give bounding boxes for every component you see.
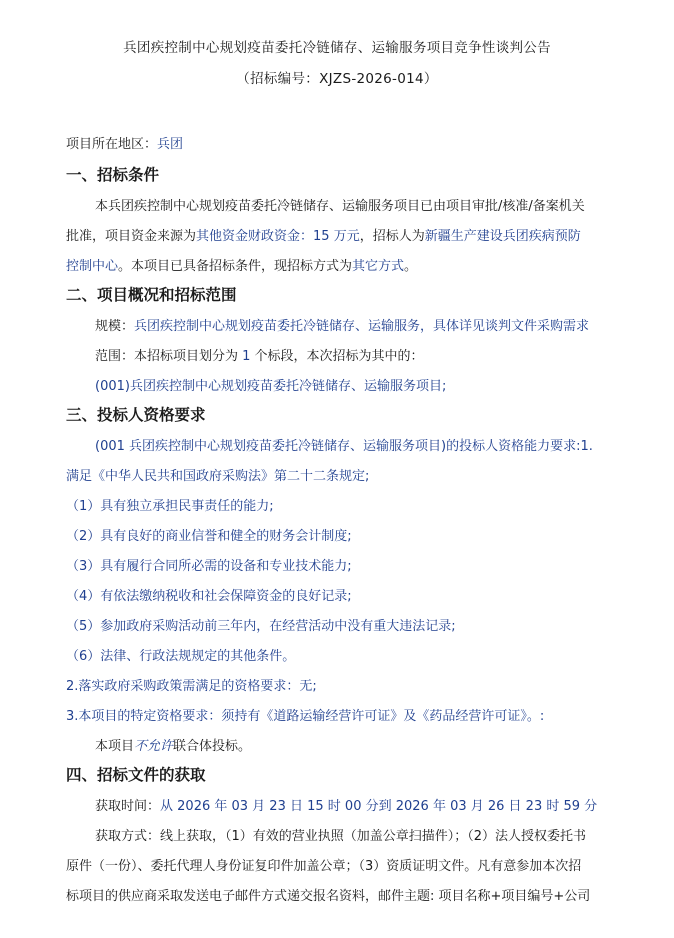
tenderer-name-cont: 控制中心 bbox=[66, 259, 119, 274]
lot-item: (001)兵团疾控制中心规划疫苗委托冷链储存、运输服务项目; bbox=[95, 379, 447, 394]
scale-line bbox=[95, 320, 589, 333]
policy-requirement: 2.落实政府采购政策需满足的资格要求：无; bbox=[66, 679, 317, 694]
obtain-time-line bbox=[95, 800, 597, 813]
text-fragment: 本项目 bbox=[95, 739, 135, 754]
section-4-heading: 四、招标文件的获取 bbox=[66, 766, 206, 784]
text-fragment: 。本项目已具备招标条件，现招标方式为 bbox=[118, 259, 353, 274]
range-line bbox=[95, 350, 424, 363]
region-line bbox=[66, 138, 183, 151]
qualification-item: （6）法律、行政法规规定的其他条件。 bbox=[66, 649, 296, 664]
text-fragment: 范围：本招标项目划分为 bbox=[95, 349, 243, 364]
tender-number: （招标编号：XJZS-2026-014） bbox=[236, 71, 438, 87]
section-2-heading: 二、项目概况和招标范围 bbox=[66, 286, 237, 304]
tenderer-name: 新疆生产建设兵团疾病预防 bbox=[424, 229, 581, 244]
section-1-heading: 一、招标条件 bbox=[66, 166, 160, 184]
qualification-item: （2）具有良好的商业信誉和健全的财务会计制度; bbox=[66, 529, 352, 544]
text-fragment: 个标段，本次招标为其中的： bbox=[250, 349, 424, 364]
region-label: 项目所在地区： bbox=[66, 137, 158, 152]
joint-bid-line bbox=[95, 740, 251, 753]
region-value: 兵团 bbox=[157, 137, 184, 152]
qualification-intro-2: 满足《中华人民共和国政府采购法》第二十二条规定; bbox=[66, 469, 370, 484]
page-title: 兵团疾控制中心规划疫苗委托冷链储存、运输服务项目竞争性谈判公告 bbox=[123, 40, 551, 56]
text-fragment: 批准，项目资金来源为 bbox=[66, 229, 197, 244]
joint-bid-status: 不允许 bbox=[134, 739, 174, 754]
qualification-item: （5）参加政府采购活动前三年内，在经营活动中没有重大违法记录; bbox=[66, 619, 456, 634]
qualification-intro-1: (001 兵团疾控制中心规划疫苗委托冷链储存、运输服务项目)的投标人资格能力要求:1. bbox=[95, 439, 593, 454]
obtain-time-value: 从 2026 年 03 月 23 日 15 时 00 分到 2026 年 03 月 26 日 23 时 59 分 bbox=[160, 799, 598, 814]
qualification-item: （3）具有履行合同所必需的设备和专业技术能力; bbox=[66, 559, 352, 574]
scale-text: 兵团疾控制中心规划疫苗委托冷链储存、运输服务，具体详见谈判文件采购需求 bbox=[134, 319, 590, 334]
qualification-item: （4）有依法缴纳税收和社会保障资金的良好记录; bbox=[66, 589, 352, 604]
s1-paragraph-line-3 bbox=[66, 260, 417, 273]
scale-label: 规模： bbox=[95, 319, 135, 334]
text-fragment: ，招标人为 bbox=[359, 229, 425, 244]
qualification-item: （1）具有独立承担民事责任的能力; bbox=[66, 499, 274, 514]
s1-paragraph-line-1: 本兵团疾控制中心规划疫苗委托冷链储存、运输服务项目已由项目审批/核准/备案机关 bbox=[95, 199, 585, 214]
obtain-way-line-3: 标项目的供应商采取发送电子邮件方式递交报名资料，邮件主题: 项目名称+项目编号+公司 bbox=[66, 889, 591, 904]
specific-requirement: 3.本项目的特定资格要求：须持有《道路运输经营许可证》及《药品经营许可证》。: bbox=[66, 709, 545, 724]
s1-paragraph-line-2 bbox=[66, 230, 581, 243]
obtain-way-line-1: 获取方式：线上获取，（1）有效的营业执照（加盖公章扫描件）；（2）法人授权委托书 bbox=[95, 829, 587, 844]
fund-source: 其他资金财政资金：15 万元 bbox=[196, 229, 360, 244]
text-fragment: 联合体投标。 bbox=[173, 739, 252, 754]
tender-method: 其它方式 bbox=[352, 259, 405, 274]
obtain-way-line-2: 原件（一份）、委托代理人身份证复印件加盖公章；（3）资质证明文件。凡有意参加本次招 bbox=[66, 859, 582, 874]
section-3-heading: 三、投标人资格要求 bbox=[66, 406, 206, 424]
obtain-time-label: 获取时间： bbox=[95, 799, 161, 814]
lot-count: 1 bbox=[242, 349, 251, 364]
text-fragment: 。 bbox=[404, 259, 418, 274]
